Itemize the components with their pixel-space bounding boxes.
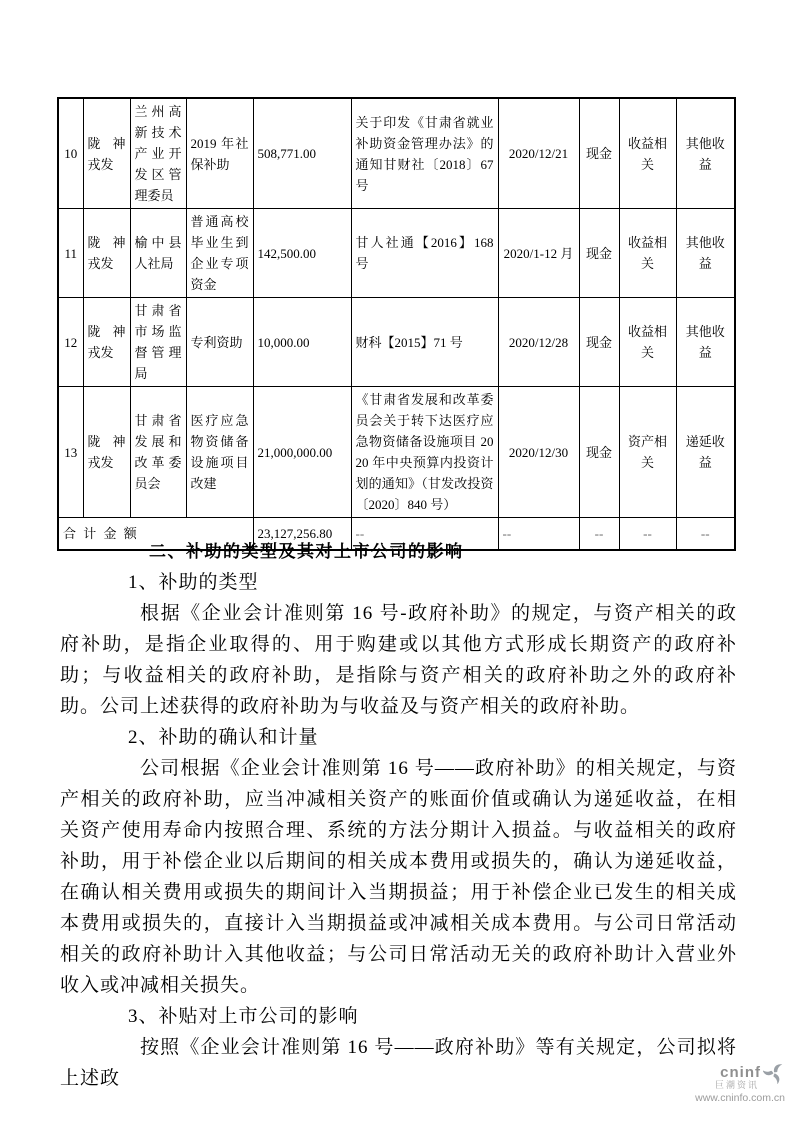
cell-project: 普通高校毕业生到企业专项资金 <box>186 209 253 298</box>
cell-project: 2019 年社保补助 <box>186 98 253 209</box>
cninfo-url: www.cninfo.com.cn <box>695 1091 785 1104</box>
cell-project: 医疗应急物资储备设施项目改建 <box>186 387 253 518</box>
cell-category: 其他收益 <box>676 209 735 298</box>
cell-total-date-dash: -- <box>498 518 579 550</box>
cell-basis-document: 甘人社通【2016】168 号 <box>351 209 498 298</box>
body-text <box>60 536 737 1094</box>
cell-relation: 收益相关 <box>619 298 676 387</box>
cell-amount: 508,771.00 <box>253 98 351 209</box>
cell-company: 陇神戎发 <box>83 387 130 518</box>
subsection-title-2: 2、补助的确认和计量 <box>128 727 319 748</box>
pinwheel-icon <box>763 1062 785 1084</box>
cell-row-number: 10 <box>58 98 83 209</box>
subsection-title-3: 3、补贴对上市公司的影响 <box>128 1006 359 1027</box>
cell-total-amount: 23,127,256.80 <box>253 518 351 550</box>
cell-basis-document: 《甘肃省发展和改革委员会关于转下达医疗应急物资储备设施项目 2020 年中央预算内投资计划的通知》（甘发改投资〔2020〕840 号） <box>351 387 498 518</box>
table-row <box>58 209 735 298</box>
cell-date: 2020/1-12 月 <box>498 209 579 298</box>
cell-company: 陇神戎发 <box>83 209 130 298</box>
cell-project: 专利资助 <box>186 298 253 387</box>
paragraph-subsidy-types: 根据《企业会计准则第 16 号-政府补助》的规定，与资产相关的政府补助，是指企业取得的、用于购建或以其他方式形成长期资产的政府补助；与收益相关的政府补助，是指除与资产相关的政府补助之外的政府补助。公司上述获得的政府补助为与收益及与资产相关的政府补助。 <box>60 603 737 717</box>
cell-date: 2020/12/30 <box>498 387 579 518</box>
cell-row-number: 11 <box>58 209 83 298</box>
table-row <box>58 298 735 387</box>
cell-subsidy-form: 现金 <box>579 298 619 387</box>
cell-company: 陇神戎发 <box>83 298 130 387</box>
cell-amount: 21,000,000.00 <box>253 387 351 518</box>
cninfo-brand-chinese: 巨潮资讯 <box>714 1080 759 1090</box>
subsidy-table <box>57 97 736 551</box>
table-row <box>58 98 735 209</box>
cell-date: 2020/12/21 <box>498 98 579 209</box>
cell-department: 兰州高新技术产业开发区管理委员 <box>130 98 186 209</box>
cell-row-number: 12 <box>58 298 83 387</box>
cell-subsidy-form: 现金 <box>579 387 619 518</box>
cninfo-logo-text: cninf <box>720 1063 761 1081</box>
cell-row-number: 13 <box>58 387 83 518</box>
cell-department: 甘肃省发展和改革委员会 <box>130 387 186 518</box>
cell-basis-document: 财科【2015】71 号 <box>351 298 498 387</box>
table-row <box>58 387 735 518</box>
paragraph-impact: 按照《企业会计准则第 16 号——政府补助》等有关规定，公司拟将上述政 <box>60 1037 737 1089</box>
cell-total-label: 合 计 金 额 <box>58 518 253 550</box>
cell-department: 榆中县人社局 <box>130 209 186 298</box>
cell-total-basis-dash: -- <box>351 518 498 550</box>
cell-category: 递延收益 <box>676 387 735 518</box>
cell-amount: 142,500.00 <box>253 209 351 298</box>
cell-department: 甘肃省市场监督管理局 <box>130 298 186 387</box>
section-heading: 二、补助的类型及其对上市公司的影响 <box>149 542 464 561</box>
cell-relation: 收益相关 <box>619 98 676 209</box>
cell-total-category-dash: -- <box>676 518 735 550</box>
cell-date: 2020/12/28 <box>498 298 579 387</box>
cell-basis-document: 关于印发《甘肃省就业补助资金管理办法》的通知甘财社〔2018〕67 号 <box>351 98 498 209</box>
paragraph-recognition-measurement: 公司根据《企业会计准则第 16 号——政府补助》的相关规定，与资产相关的政府补助，应当冲减相关资产的账面价值或确认为递延收益，在相关资产使用寿命内按照合理、系统的方法分期计入损益。与收益相关的政府补助，用于补偿企业以后期间的相关成本费用或损失的，确认为递延收益，在确认相关费用或损失的期间计入当期损益；用于补偿企业已发生的相关成本费用或损失的，直接计入当期损益或冲减相关成本费用。与公司日常活动相关的政府补助计入其他收益；与公司日常活动无关的政府补助计入营业外收入或冲减相关损失。 <box>60 758 737 996</box>
cell-company: 陇神戎发 <box>83 98 130 209</box>
subsection-title-1: 1、补助的类型 <box>128 572 259 593</box>
cell-category: 其他收益 <box>676 98 735 209</box>
cell-category: 其他收益 <box>676 298 735 387</box>
cell-total-relation-dash: -- <box>619 518 676 550</box>
cell-relation: 收益相关 <box>619 209 676 298</box>
cell-amount: 10,000.00 <box>253 298 351 387</box>
cell-subsidy-form: 现金 <box>579 209 619 298</box>
cell-subsidy-form: 现金 <box>579 98 619 209</box>
cell-total-form-dash: -- <box>579 518 619 550</box>
cell-relation: 资产相关 <box>619 387 676 518</box>
cninfo-footer-logo <box>615 1062 785 1104</box>
